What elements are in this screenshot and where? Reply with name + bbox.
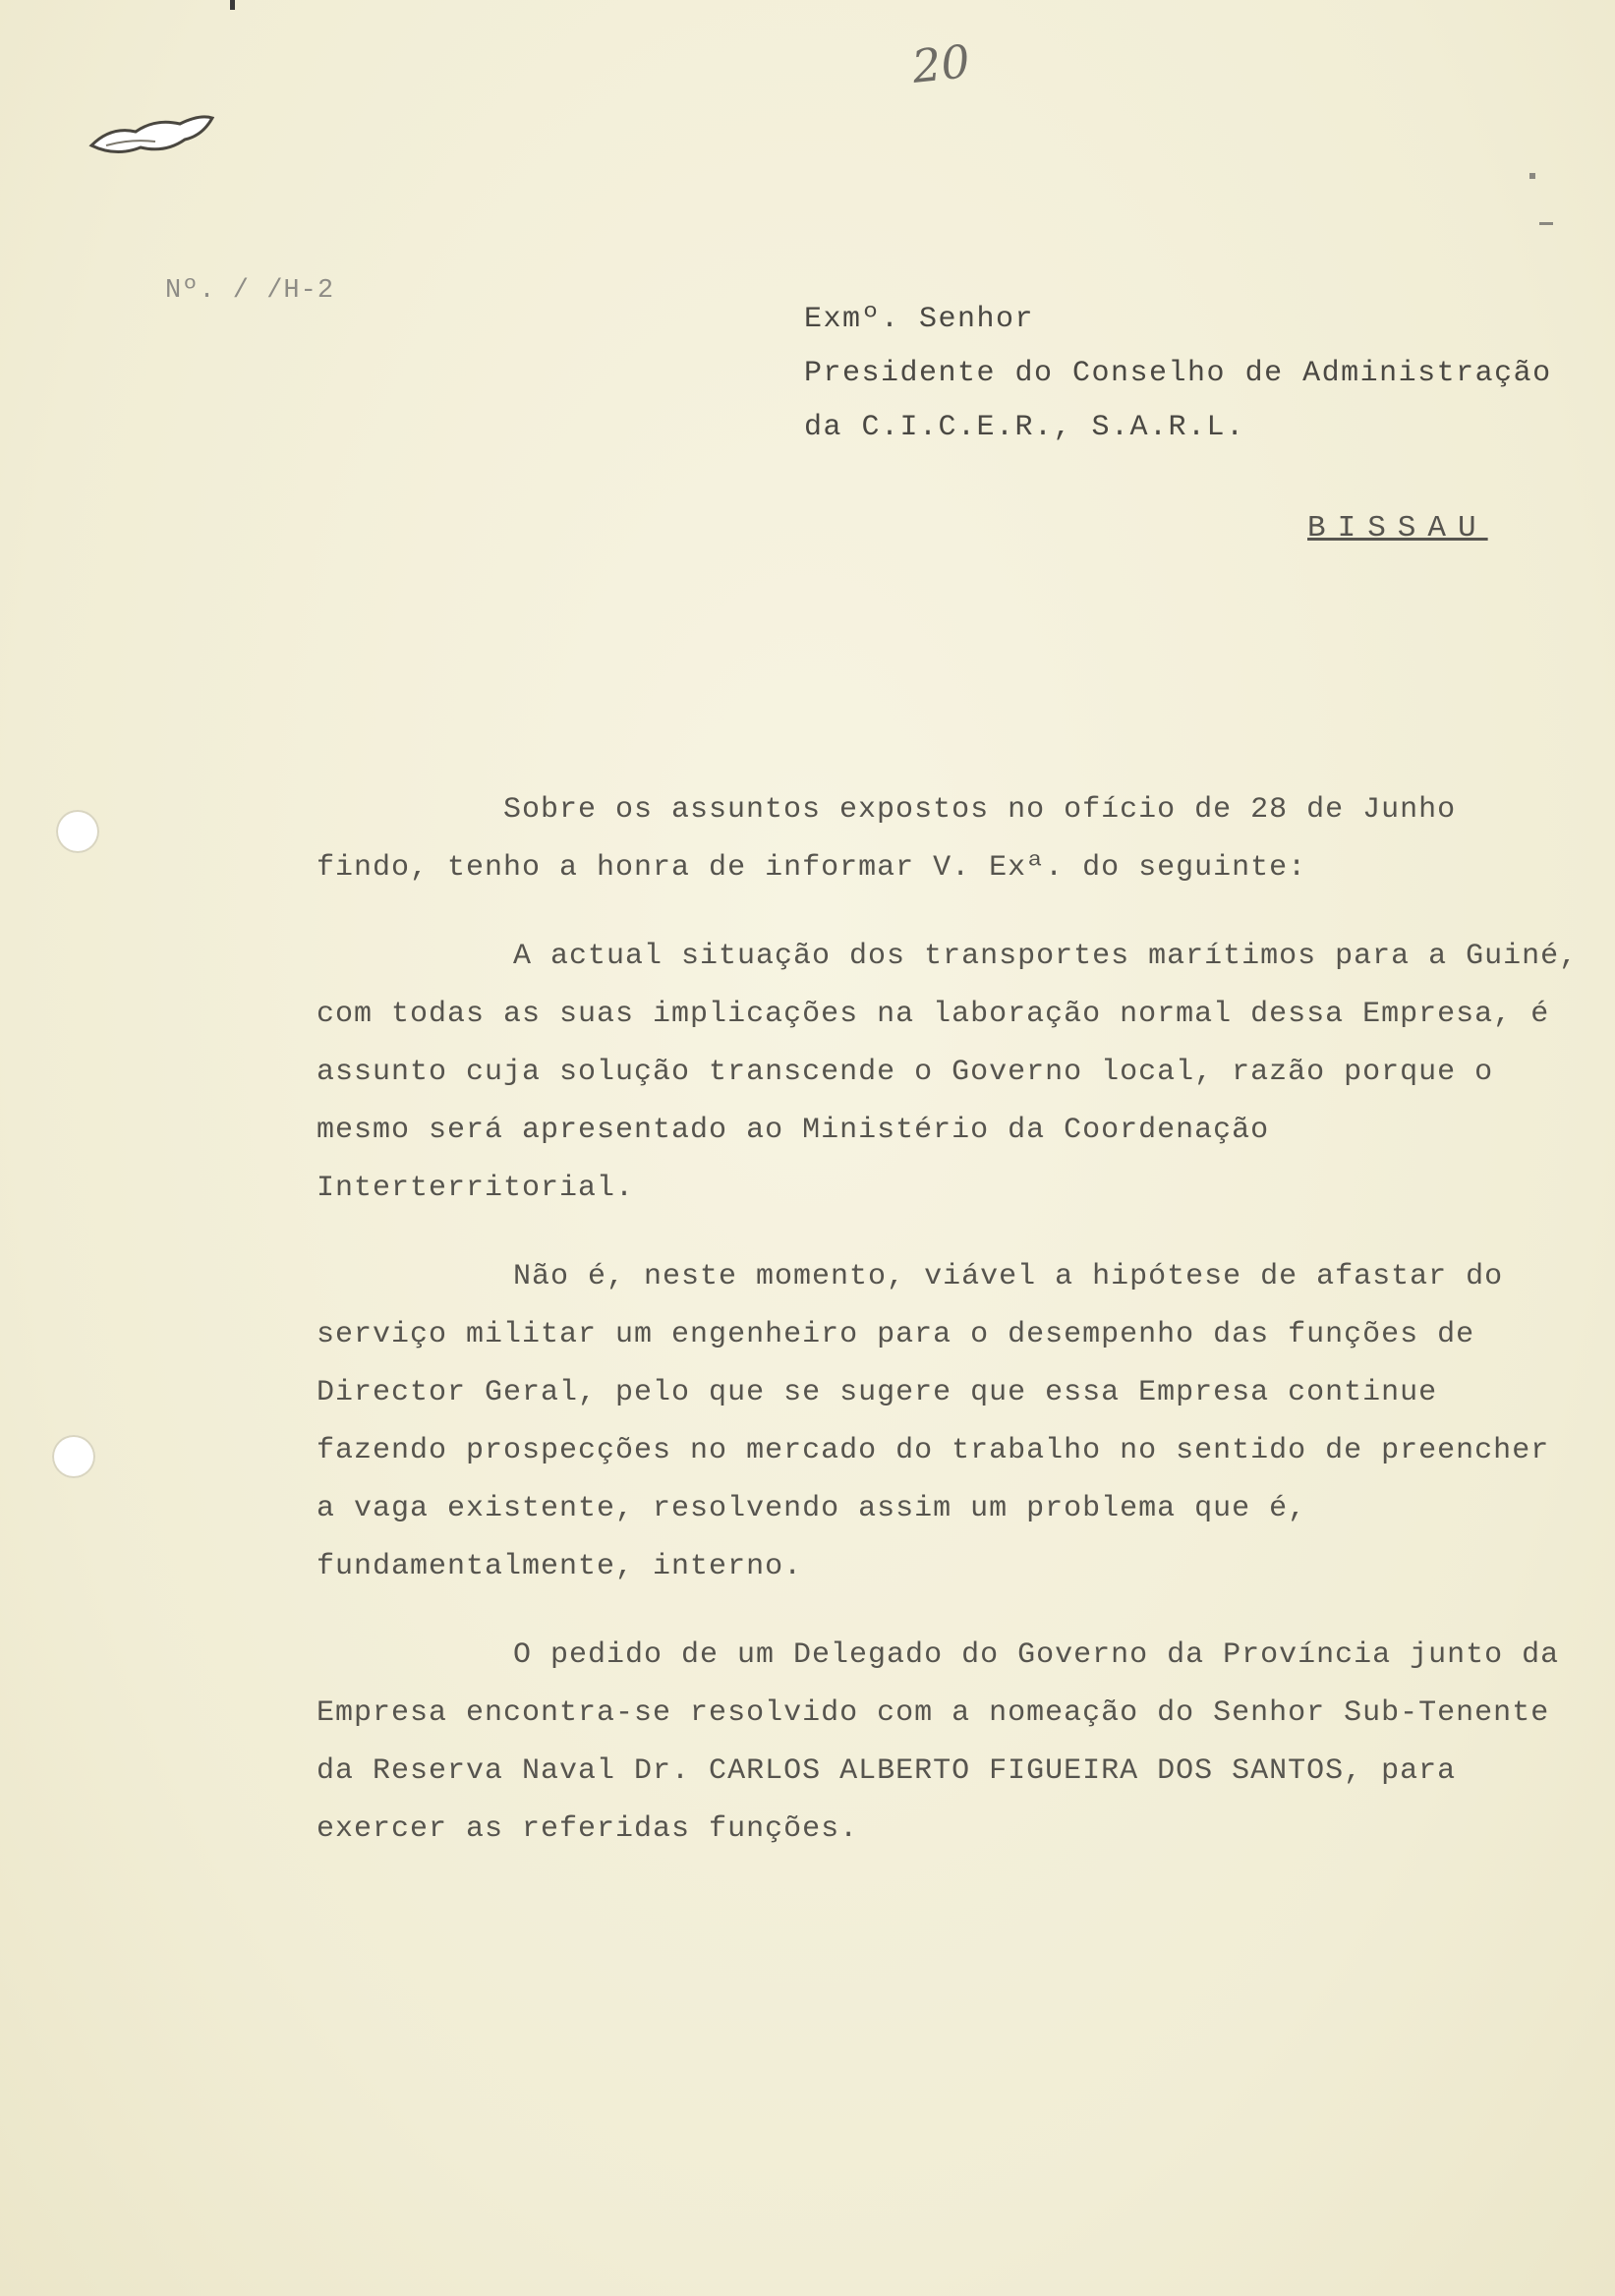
addressee-salutation: Exmº. Senhor: [804, 303, 1035, 336]
paragraph-2: A actual situação dos transportes marítimos para a Guiné, com todas as suas implicações na laboração normal dessa Empresa, é assunto cuja solução transcende o Governo local, razão porque o mesmo será apresentado ao Ministério da Coordenação Interterritorial.: [317, 940, 1579, 1205]
ink-speck: [1539, 222, 1553, 225]
top-edge-mark: [230, 0, 235, 10]
letter-body: [317, 781, 1585, 1859]
punch-hole: [56, 810, 99, 853]
addressee-company: da C.I.C.E.R., S.A.R.L.: [804, 411, 1245, 444]
paragraph-1: Sobre os assuntos expostos no ofício de 28 de Junho findo, tenho a honra de informar V. Exª. do seguinte:: [317, 793, 1457, 885]
torn-paper-mark: [87, 106, 214, 160]
addressee-block: [804, 293, 1552, 455]
ink-speck: [1529, 173, 1535, 179]
punch-hole: [52, 1435, 95, 1478]
reference-number: Nº. / /H-2: [165, 276, 335, 306]
addressee-title: Presidente do Conselho de Administração: [804, 357, 1552, 390]
paragraph-4: O pedido de um Delegado do Governo da Província junto da Empresa encontra-se resolvido com a nomeação do Senhor Sub-Tenente da Reserva Naval Dr. CARLOS ALBERTO FIGUEIRA DOS SANTOS, para exercer as referidas funções.: [317, 1638, 1560, 1846]
addressee-city: BISSAU: [1307, 511, 1488, 545]
paragraph-3: Não é, neste momento, viável a hipótese de afastar do serviço militar um engenheiro para o desempenho das funções de Director Geral, pelo que se sugere que essa Empresa continue fazendo prospecções no mercado do trabalho no sentido de preencher a vaga existente, resolvendo assim um problema que é, fundamentalmente, interno.: [317, 1260, 1550, 1583]
handwritten-page-number: 20: [909, 34, 973, 93]
